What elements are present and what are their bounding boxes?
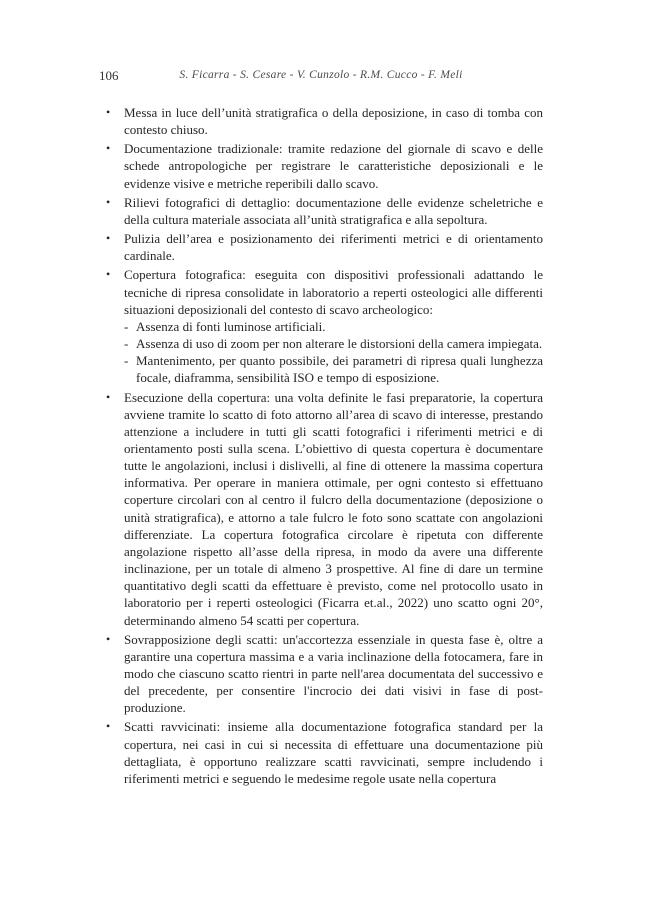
sub-list [124, 318, 543, 387]
list-item-text: Copertura fotografica: eseguita con dispositivi professionali adattando le tecniche di ripresa consolidate in laboratorio a reperti osteologici alle differenti situazioni deposizionali del contesto di scavo archeologico: [124, 267, 543, 317]
list-item-text: Pulizia dell’area e posizionamento dei riferimenti metrici e di orientamento cardinale. [124, 231, 543, 264]
dash-icon: - [124, 318, 129, 334]
sub-list-item [124, 335, 543, 352]
list-item [99, 631, 543, 717]
list-item [99, 266, 543, 386]
sub-list-item-text: Assenza di uso di zoom per non alterare le distorsioni della camera impiegata. [136, 336, 543, 352]
body-text [99, 104, 543, 789]
bullet-icon: • [106, 105, 111, 119]
running-head: S. Ficarra - S. Cesare - V. Cunzolo - R.M. Cucco - F. Meli [179, 69, 463, 81]
sub-list-item-text: Mantenimento, per quanto possibile, dei parametri di ripresa quali lunghezza focale, diaframma, sensibilità ISO e tempo di esposizione. [136, 353, 543, 386]
dash-icon: - [124, 353, 129, 369]
list-item-text: Documentazione tradizionale: tramite redazione del giornale di scavo e delle schede antropologiche per registrare le caratteristiche deposizionali e le evidenze visive e metriche reperibili dallo scavo. [124, 141, 543, 191]
bullet-icon: • [106, 389, 111, 404]
list-item-text: Rilievi fotografici di dettaglio: documentazione delle evidenze scheletriche e della cultura materiale associata all’unità stratigrafica e alla sepoltura. [124, 194, 543, 227]
bullet-icon: • [106, 231, 111, 246]
list-item [99, 104, 543, 138]
list-item [99, 389, 543, 629]
list-item [99, 718, 543, 787]
bullet-icon: • [106, 267, 111, 282]
list-item [99, 194, 543, 228]
page-number: 106 [99, 68, 119, 83]
sub-list-item-text: Assenza di fonti luminose artificiali. [136, 318, 326, 334]
bullet-icon: • [106, 719, 111, 734]
list-item [99, 140, 543, 191]
list-item-text: Sovrapposizione degli scatti: un'accortezza essenziale in questa fase è, oltre a garantire una copertura massima e a varia inclinazione della fotocamera, fare in modo che ciascuno scatto rientri in parte nell'area documentata del successivo e del precedente, per consentire l'incrocio dei dati visivi in fase di post-produzione. [124, 631, 543, 716]
bullet-list [99, 104, 543, 787]
list-item-text: Esecuzione della copertura: una volta definite le fasi preparatorie, la copertura avviene tramite lo scatto di foto attorno all’area di scavo di interesse, prestando attenzione a includere in tutti gli scatti fotografici i riferimenti metrici e di orientamento posti sulla scena. L’obiettivo di questa copertura è documentare tutte le angolazioni, inclusi i dislivelli, al fine di ottenere la massima copertura informativa. Per operare in maniera ottimale, per ogni contesto si effettuano coperture circolari con al centro il fulcro della documentazione (deposizione o unità stratigrafica), e attorno a tale fulcro le foto sono scattate con angolazioni differenziate. La copertura fotografica circolare è ripetuta con differente angolazione rispetto all’asse della ripresa, in modo da avere una differente inclinazione, per un totale di almeno 3 prospettive. Al fine di dare un termine quantitativo degli scatti da effettuare è previsto, come nel protocollo usato in laboratorio per i reperti osteologici (Ficarra et.al., 2022) uno scatto ogni 20°, determinando almeno 54 scatti per copertura. [124, 389, 543, 628]
sub-list-item [124, 318, 543, 335]
list-item [99, 230, 543, 264]
list-item-text: Messa in luce dell’unità stratigrafica o della deposizione, in caso di tomba con contesto chiuso. [124, 105, 543, 138]
dash-icon: - [124, 336, 129, 352]
bullet-icon: • [106, 631, 111, 646]
list-item-text: Scatti ravvicinati: insieme alla documentazione fotografica standard per la copertura, nei casi in cui si necessita di effettuare una documentazione più dettagliata, è opportuno realizzare scatti ravvicinati, sempre includendo i riferimenti metrici e seguendo le medesime regole usate nella copertura [124, 719, 543, 786]
bullet-icon: • [106, 141, 111, 156]
sub-list-item [124, 352, 543, 386]
bullet-icon: • [106, 194, 111, 209]
